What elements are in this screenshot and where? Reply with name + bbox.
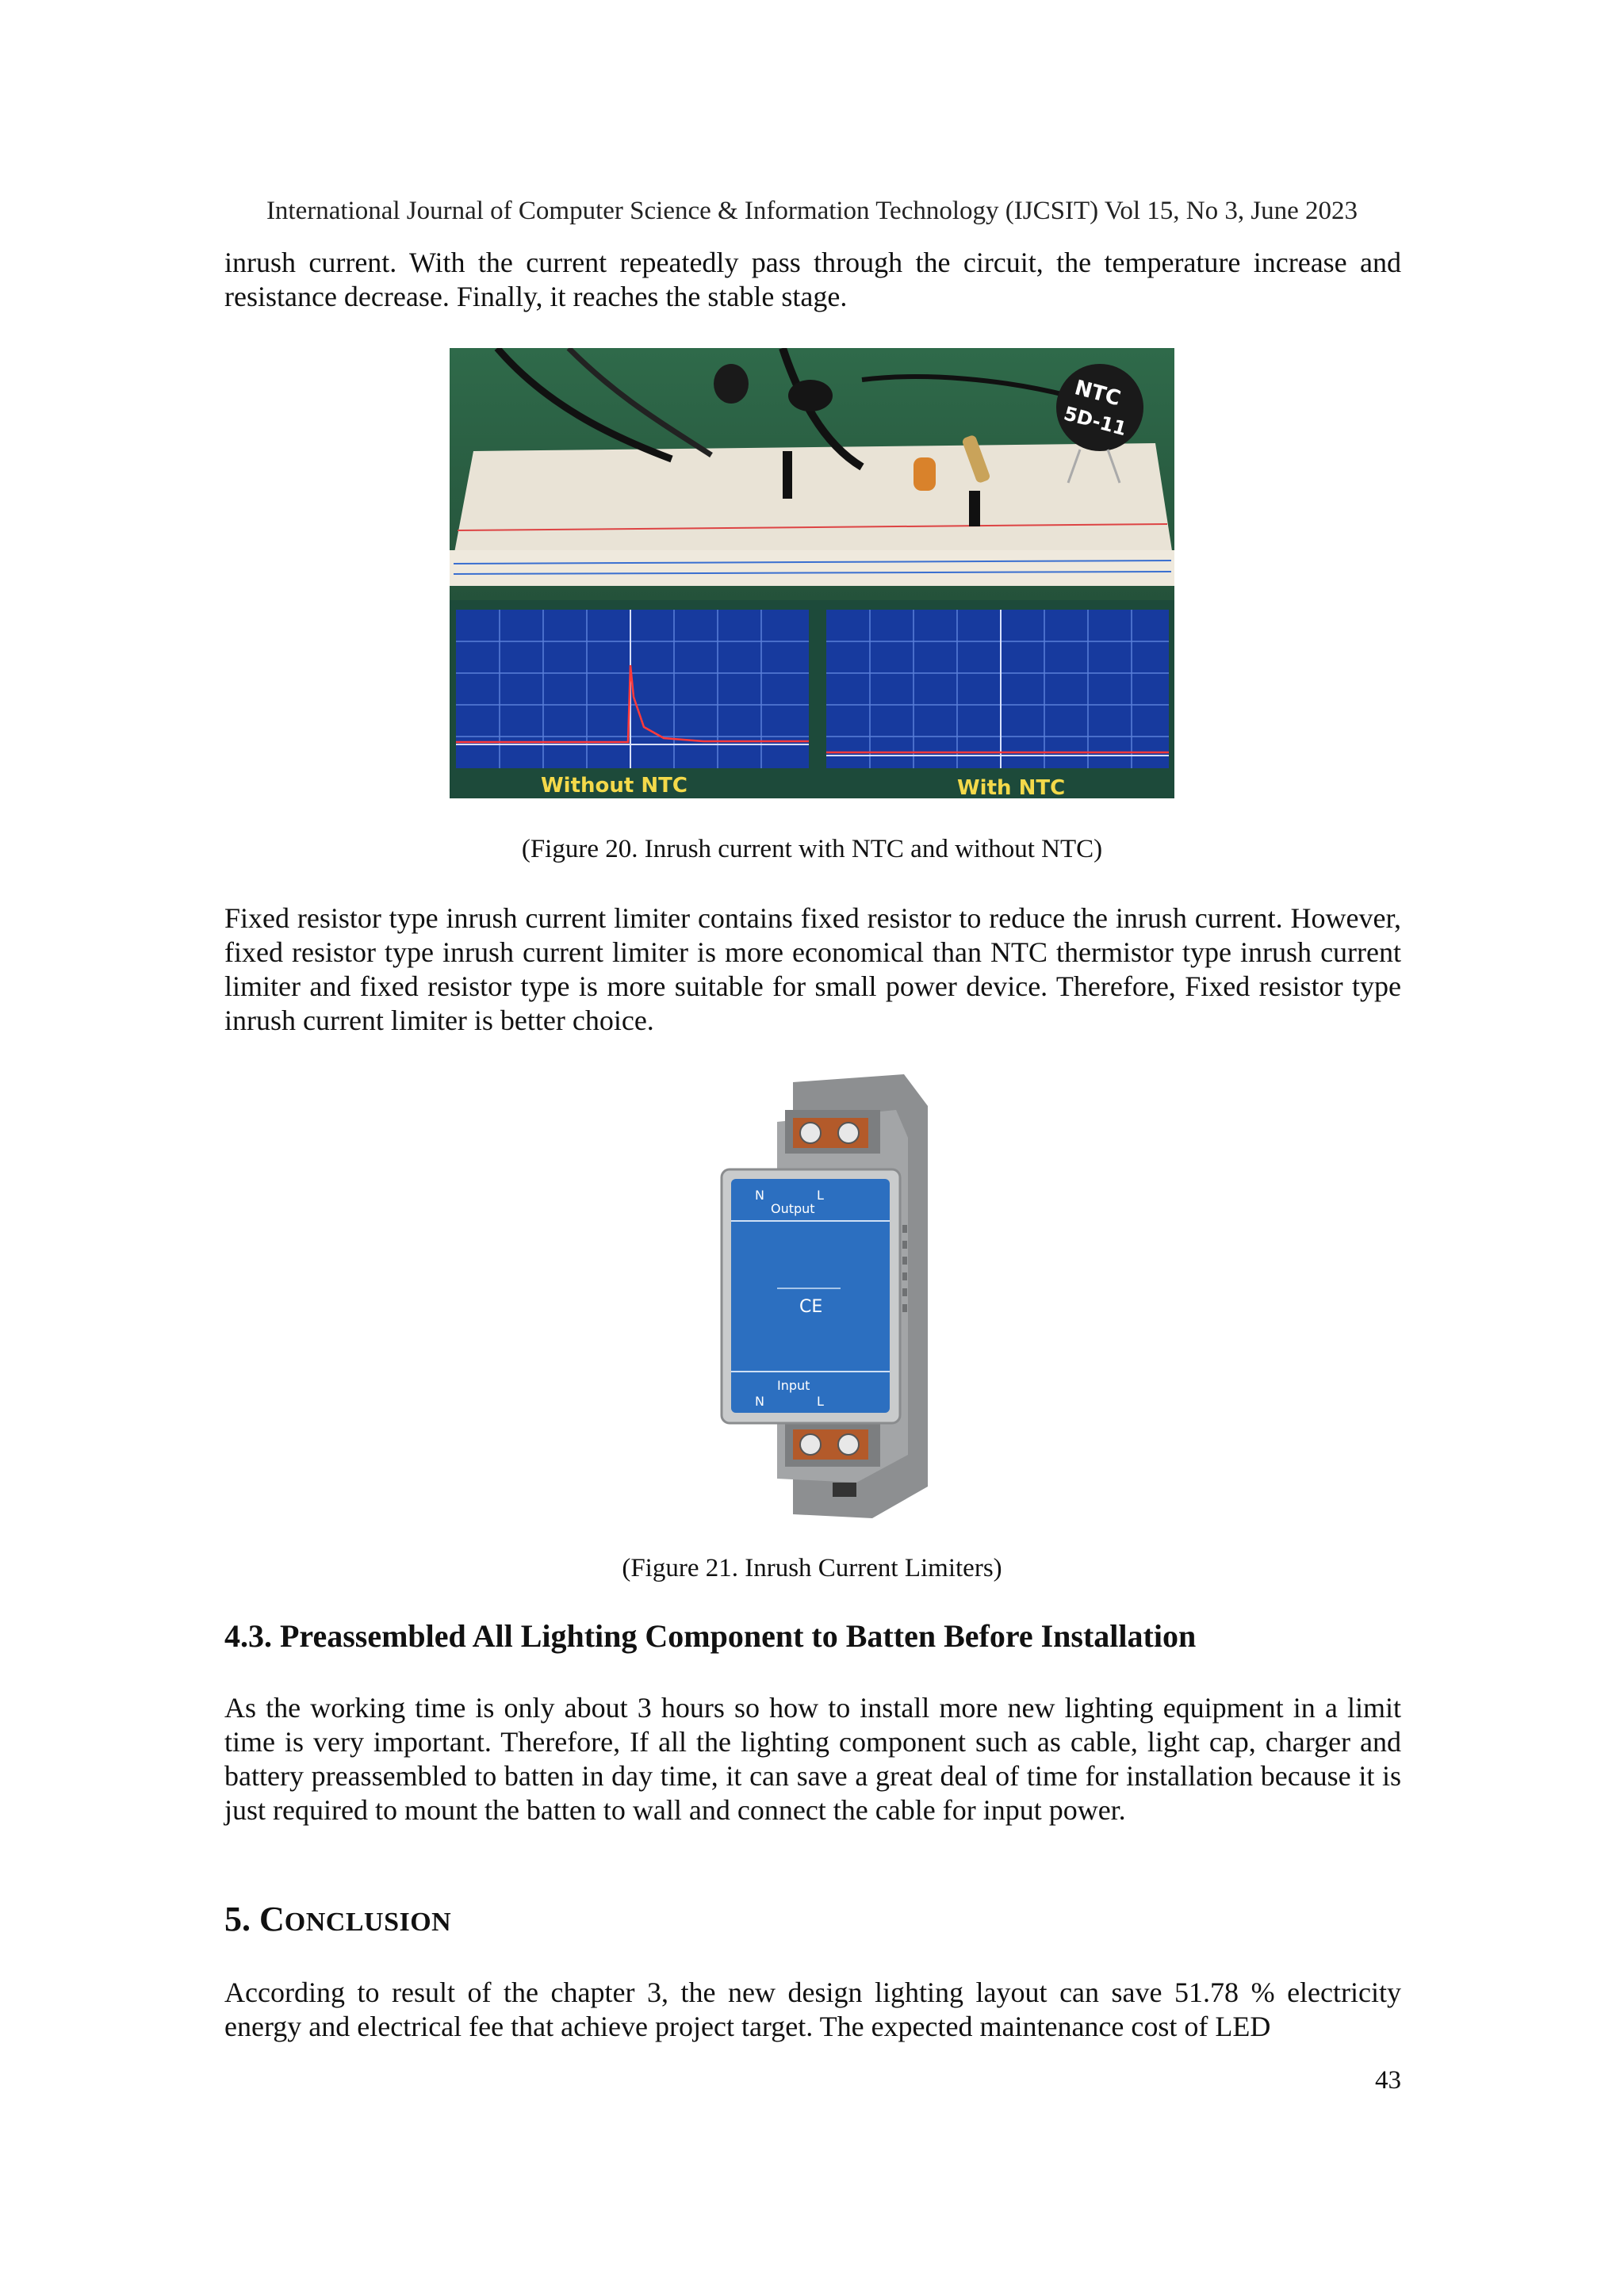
ce-mark: CE (799, 1297, 823, 1317)
input-label: Input (777, 1378, 810, 1393)
figure-21-caption: (Figure 21. Inrush Current Limiters) (622, 1554, 1002, 1582)
section-5-title-rest: ONCLUSION (284, 1908, 452, 1937)
figure-20-image (450, 348, 1174, 798)
section-5-heading (224, 1899, 451, 1943)
section-4-3-paragraph: As the working time is only about 3 hours so how to install more new lighting equipment in a limit time is very important. Therefore, If all the lighting component such as cable, light cap, charger and battery preassembled to batten in day time, it can save a great deal of time for installation because it is just required to mount the batten to wall and connect the cable for input power. (224, 1692, 1401, 1826)
section-4-3-heading: 4.3. Preassembled All Lighting Component to Batten Before Installation (224, 1618, 1197, 1654)
output-l-label: L (817, 1188, 824, 1203)
figure-20-caption: (Figure 20. Inrush current with NTC and without NTC) (521, 835, 1103, 863)
page-number: 43 (1375, 2066, 1401, 2095)
input-n-label: N (755, 1394, 764, 1409)
conclusion-paragraph: According to result of the chapter 3, the new design lighting layout can save 51.78 % electricity energy and electrical fee that achieve project target. The expected maintenance cost of LED (224, 1976, 1401, 2042)
journal-header: International Journal of Computer Science & Information Technology (IJCSIT) Vol 15, No 3, June 2023 (266, 197, 1358, 225)
inrush-limiter-device (698, 1074, 959, 1518)
figure-21-image (698, 1074, 959, 1518)
section-5-number: 5. (224, 1900, 259, 1938)
label-without-ntc: Without NTC (541, 774, 688, 798)
section-5-title-initial: C (259, 1900, 285, 1938)
output-n-label: N (755, 1188, 764, 1203)
figure-20-photo (450, 348, 1174, 798)
ntc-chip-line2: 5D-11 (1061, 402, 1129, 441)
paragraph-fixed-resistor: Fixed resistor type inrush current limiter contains fixed resistor to reduce the inrush current. However, fixed resistor type inrush current limiter is more economical than NTC thermistor type inrush current limiter and fixed resistor type is more suitable for small power device. Therefore, Fixed resistor type inrush current limiter is better choice. (224, 902, 1401, 1036)
intro-paragraph: inrush current. With the current repeatedly pass through the circuit, the temperature increase and resistance decrease. Finally, it reaches the stable stage. (224, 247, 1401, 312)
label-with-ntc: With NTC (957, 776, 1066, 798)
output-label: Output (771, 1201, 815, 1216)
input-l-label: L (817, 1394, 824, 1409)
ntc-chip-line1: NTC (1071, 376, 1124, 411)
